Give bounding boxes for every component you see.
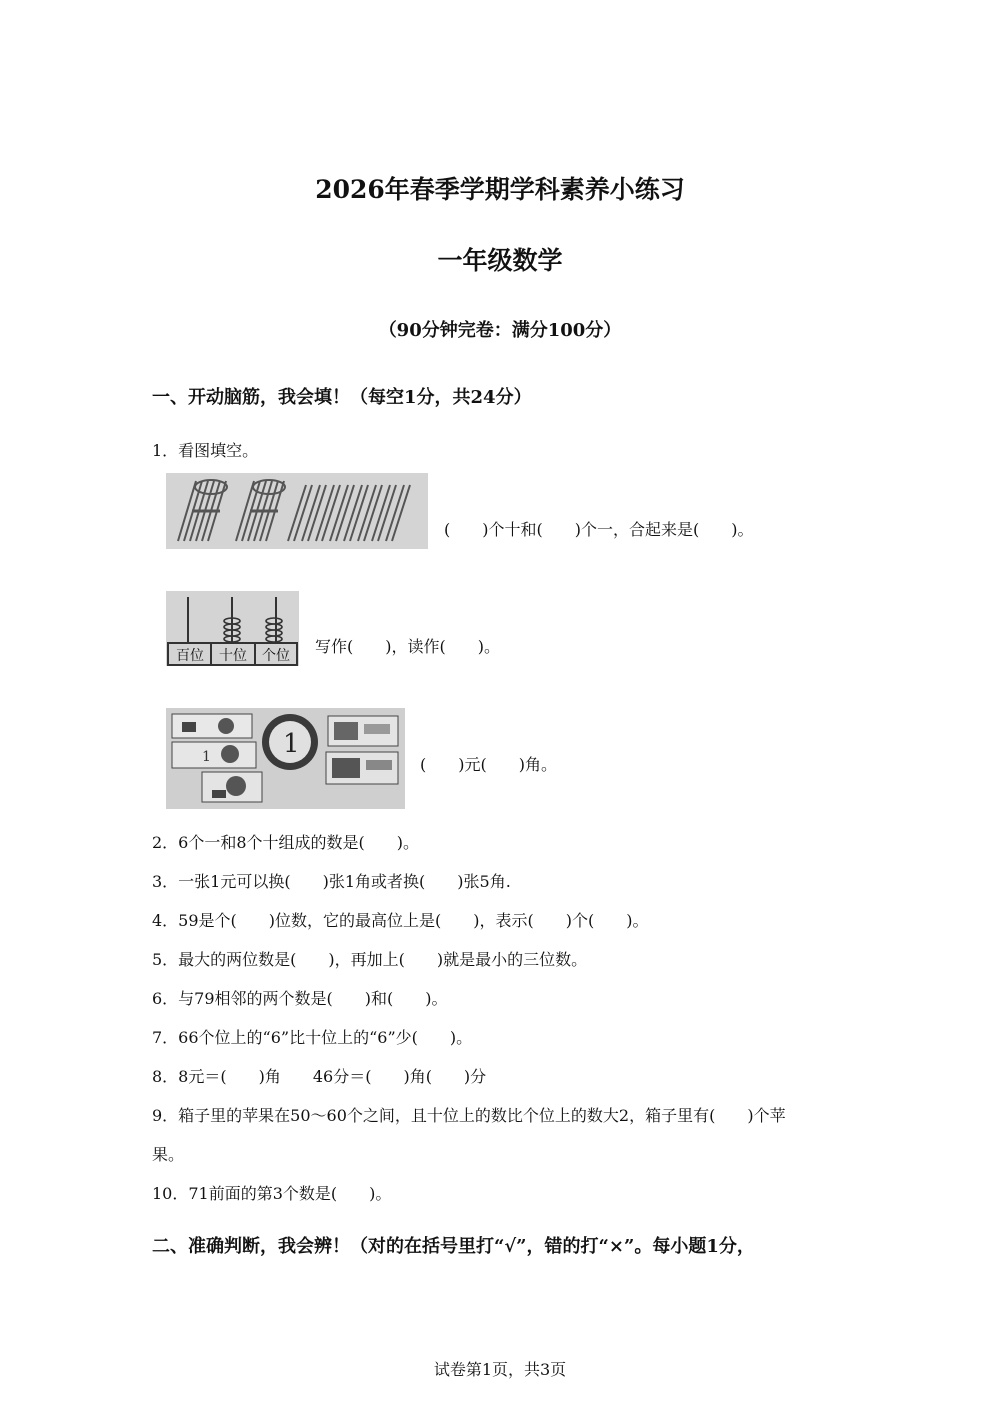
q1a-text: ( )个十和( )个一，合起来是( )。	[444, 520, 754, 539]
sticks-figure	[166, 473, 428, 549]
stick-bundle	[236, 480, 285, 541]
question-5: 5．最大的两位数是( )，再加上( )就是最小的三位数。	[152, 950, 588, 969]
abacus-label-hundreds: 百位	[176, 648, 204, 664]
question-9-continued: 果。	[152, 1145, 185, 1164]
stick-bundle	[178, 480, 227, 541]
question-10: 10．71前面的第3个数是( )。	[152, 1184, 392, 1203]
exam-note: （90分钟完卷：满分100分）	[378, 320, 622, 341]
money-figure	[166, 708, 405, 809]
svg-text:1: 1	[283, 729, 300, 759]
jiao-note-icon	[326, 716, 398, 784]
q1b-text: 写作( )，读作( )。	[315, 637, 500, 656]
exam-title: 2026年春季学期学科素养小练习	[315, 175, 685, 204]
question-4: 4．59是个( )位数，它的最高位上是( )，表示( )个( )。	[152, 911, 649, 930]
question-6: 6．与79相邻的两个数是( )和( )。	[152, 989, 448, 1008]
question-9: 9．箱子里的苹果在50～60个之间，且十位上的数比个位上的数大2，箱子里有( )个苹	[152, 1106, 786, 1125]
question-3: 3．一张1元可以换( )张1角或者换( )张5角.	[152, 872, 511, 891]
single-sticks	[288, 485, 410, 541]
abacus-label-tens: 十位	[219, 648, 247, 664]
banknote-stack-icon	[172, 714, 262, 802]
question-2: 2．6个一和8个十组成的数是( )。	[152, 833, 420, 852]
svg-text:1: 1	[202, 749, 211, 765]
q1c-text: ( )元( )角。	[420, 755, 557, 774]
question-7: 7．66个位上的“6”比十位上的“6”少( )。	[152, 1028, 473, 1047]
abacus-label-ones: 个位	[262, 648, 290, 664]
question-8: 8．8元＝( )角 46分＝( )角( )分	[152, 1067, 487, 1086]
section2-heading: 二、准确判断，我会辨！（对的在括号里打“√”，错的打“×”。每小题1分，	[152, 1236, 755, 1257]
coin-icon	[262, 714, 318, 770]
exam-subtitle: 一年级数学	[437, 246, 563, 275]
page-footer: 试卷第1页，共3页	[433, 1360, 567, 1379]
q1-label: 1．看图填空。	[152, 441, 259, 460]
section1-heading: 一、开动脑筋，我会填！（每空1分，共24分）	[152, 387, 532, 408]
abacus-figure	[166, 591, 299, 666]
